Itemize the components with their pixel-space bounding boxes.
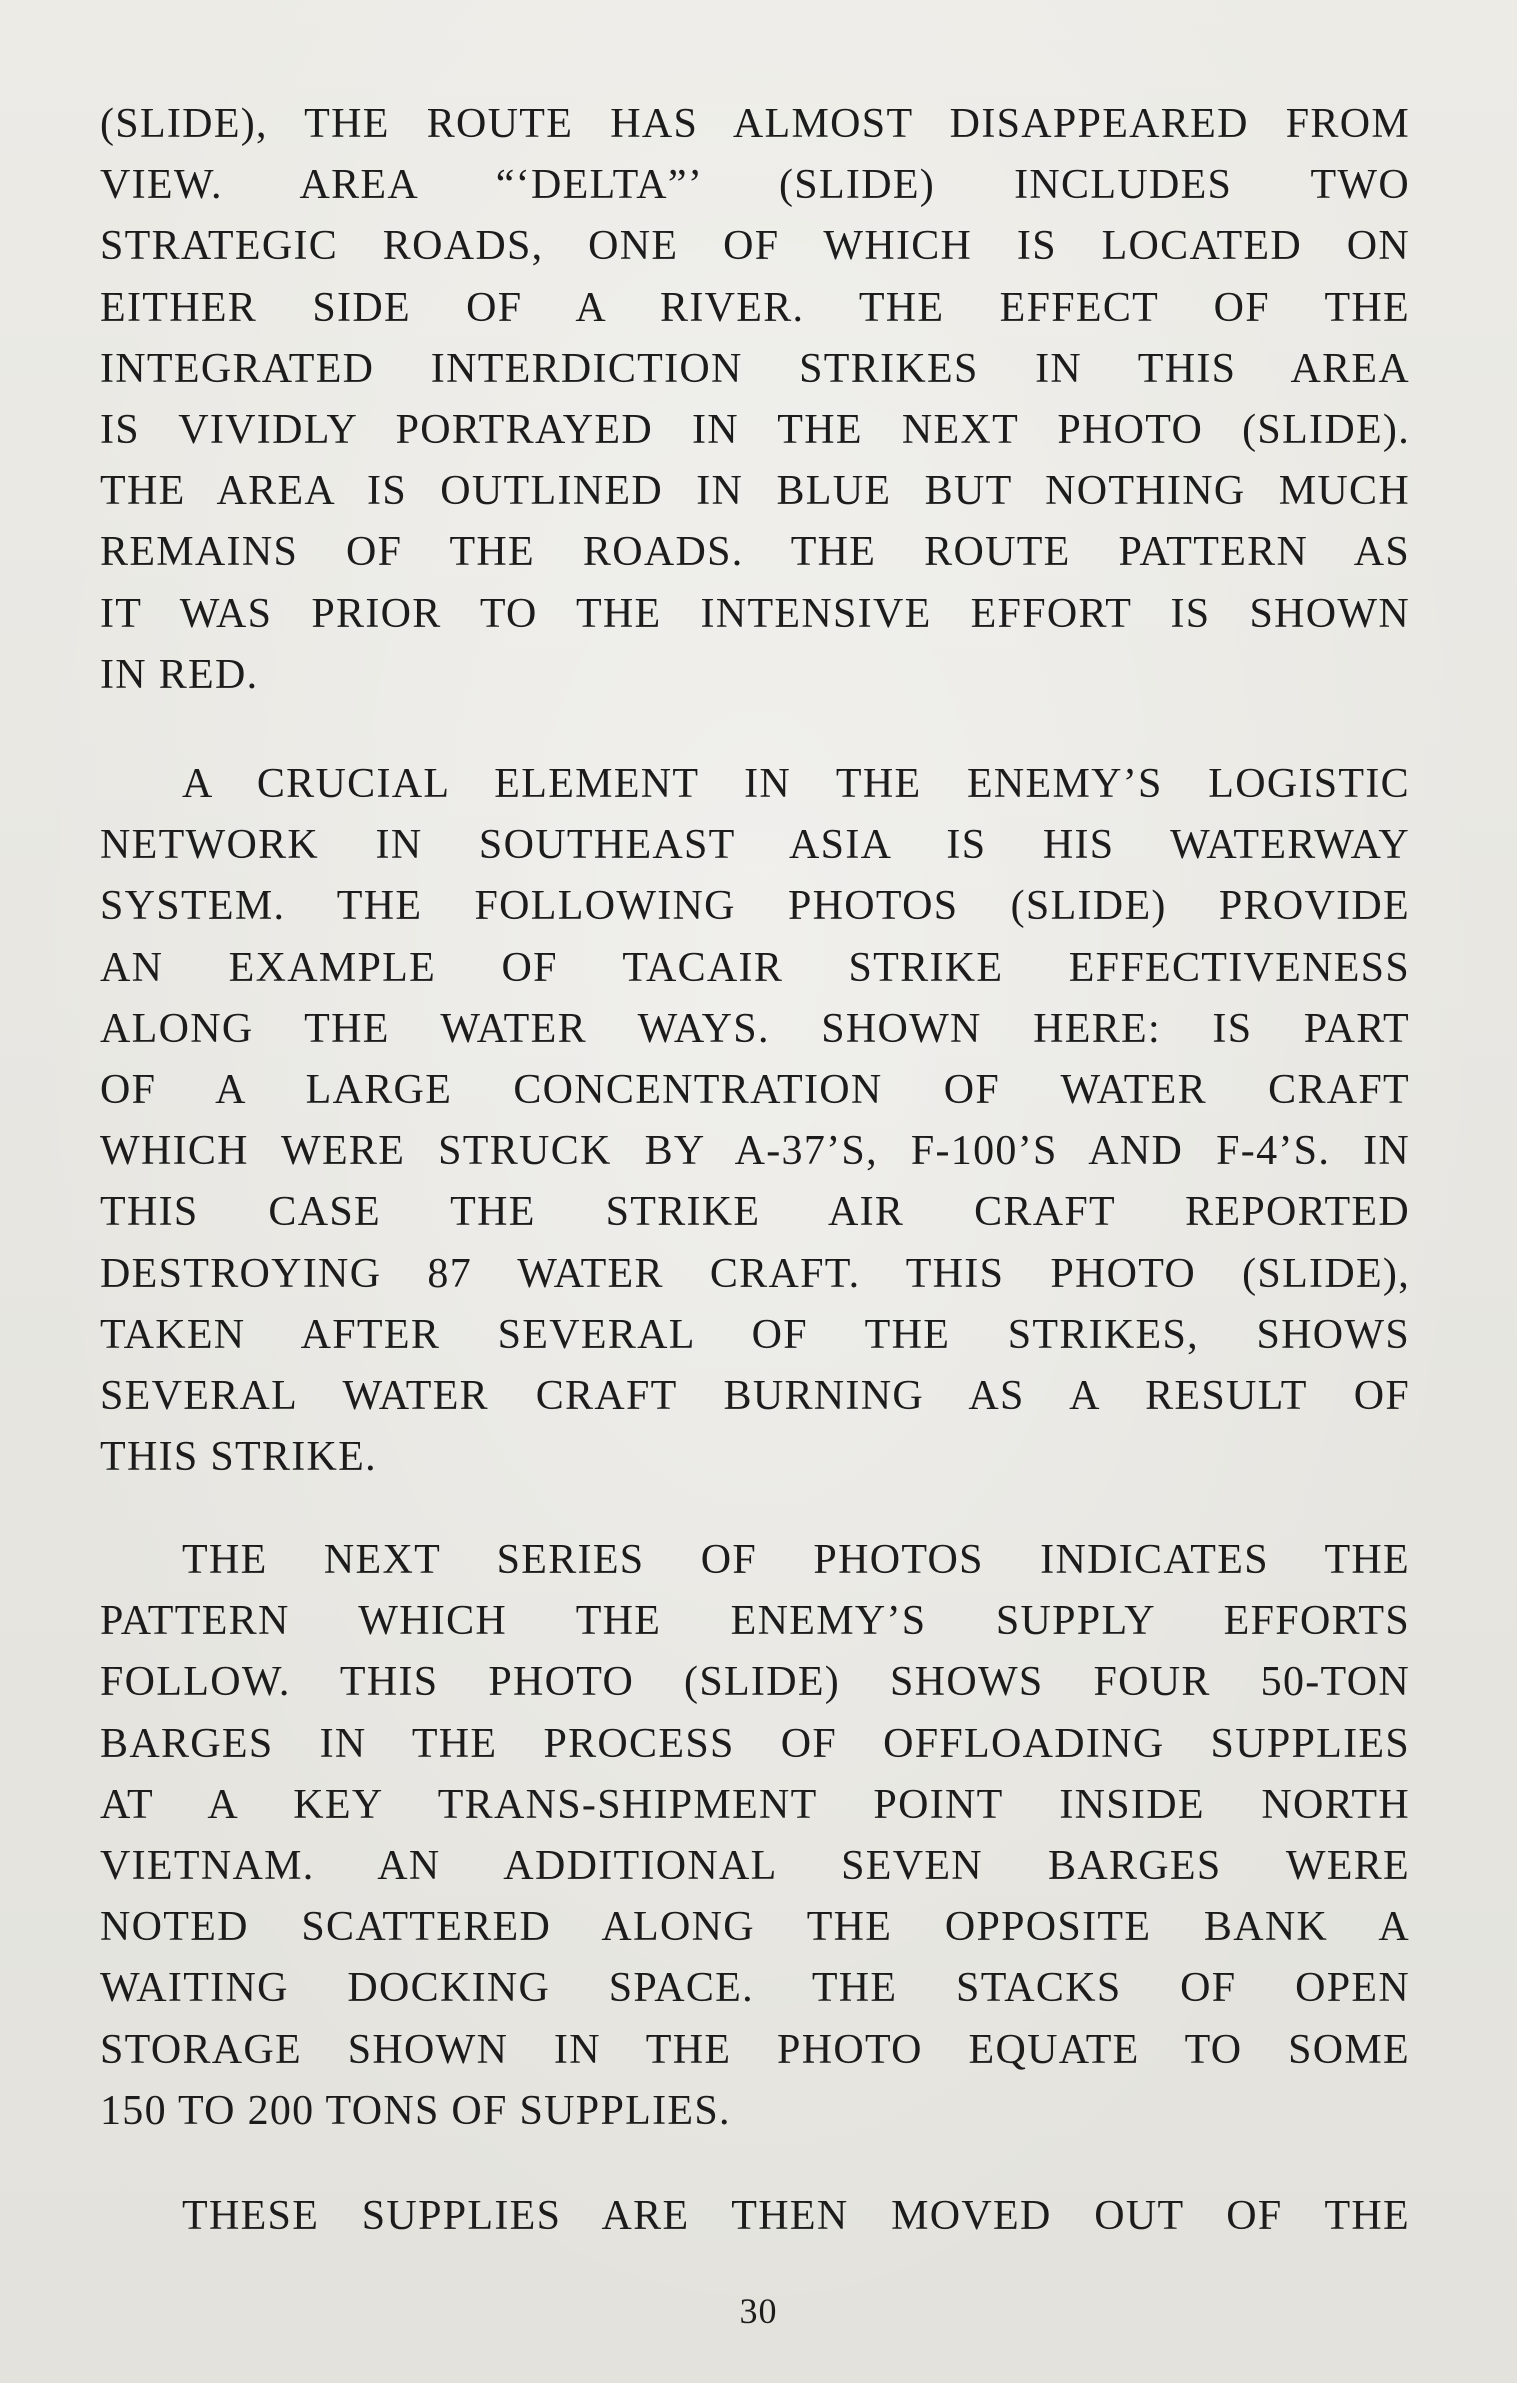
text-line: NETWORK IN SOUTHEAST ASIA IS HIS WATERWAY	[100, 822, 1410, 869]
text-line: IT WAS PRIOR TO THE INTENSIVE EFFORT IS SHOWN	[100, 590, 1410, 637]
text-line: EITHER SIDE OF A RIVER. THE EFFECT OF THE	[100, 284, 1410, 331]
text-line: STRATEGIC ROADS, ONE OF WHICH IS LOCATED ON	[100, 223, 1410, 270]
paragraph-supply-pattern	[100, 1530, 1410, 2142]
text-line: THIS CASE THE STRIKE AIR CRAFT REPORTED	[100, 1189, 1410, 1236]
text-line: SYSTEM. THE FOLLOWING PHOTOS (SLIDE) PROVIDE	[100, 883, 1410, 930]
text-line: WAITING DOCKING SPACE. THE STACKS OF OPEN	[100, 1965, 1410, 2012]
paragraph-supplies-moved	[100, 2186, 1410, 2247]
text-line: VIEW. AREA “‘DELTA”’ (SLIDE) INCLUDES TWO	[100, 162, 1410, 209]
text-line: A CRUCIAL ELEMENT IN THE ENEMY’S LOGISTIC	[182, 761, 1410, 807]
text-line: DESTROYING 87 WATER CRAFT. THIS PHOTO (SLIDE),	[100, 1250, 1410, 1297]
text-line: STORAGE SHOWN IN THE PHOTO EQUATE TO SOME	[100, 2026, 1410, 2073]
text-line: REMAINS OF THE ROADS. THE ROUTE PATTERN AS	[100, 529, 1410, 576]
text-line: FOLLOW. THIS PHOTO (SLIDE) SHOWS FOUR 50-TON	[100, 1659, 1410, 1706]
text-line: 150 TO 200 TONS OF SUPPLIES.	[100, 2087, 731, 2134]
paragraph-route-delta	[100, 94, 1410, 706]
text-line: THE AREA IS OUTLINED IN BLUE BUT NOTHING MUCH	[100, 468, 1410, 515]
text-line: IN RED.	[100, 651, 259, 698]
text-line: PATTERN WHICH THE ENEMY’S SUPPLY EFFORTS	[100, 1598, 1410, 1645]
text-line: WHICH WERE STRUCK BY A-37’S, F-100’S AND F-4’S. IN	[100, 1128, 1410, 1175]
text-line: AN EXAMPLE OF TACAIR STRIKE EFFECTIVENESS	[100, 944, 1410, 991]
text-line: IS VIVIDLY PORTRAYED IN THE NEXT PHOTO (SLIDE).	[100, 406, 1410, 453]
text-line: TAKEN AFTER SEVERAL OF THE STRIKES, SHOWS	[100, 1311, 1410, 1358]
text-line: AT A KEY TRANS-SHIPMENT POINT INSIDE NORTH	[100, 1781, 1410, 1828]
text-line: VIETNAM. AN ADDITIONAL SEVEN BARGES WERE	[100, 1842, 1410, 1889]
text-line: THESE SUPPLIES ARE THEN MOVED OUT OF THE	[182, 2193, 1410, 2239]
text-line: ALONG THE WATER WAYS. SHOWN HERE: IS PART	[100, 1005, 1410, 1052]
text-line: (SLIDE), THE ROUTE HAS ALMOST DISAPPEARED FROM	[100, 101, 1410, 147]
text-line: OF A LARGE CONCENTRATION OF WATER CRAFT	[100, 1066, 1410, 1113]
text-line: NOTED SCATTERED ALONG THE OPPOSITE BANK A	[100, 1904, 1410, 1951]
text-line: SEVERAL WATER CRAFT BURNING AS A RESULT OF	[100, 1372, 1410, 1419]
text-line: THE NEXT SERIES OF PHOTOS INDICATES THE	[182, 1537, 1410, 1583]
text-line: BARGES IN THE PROCESS OF OFFLOADING SUPPLIES	[100, 1720, 1410, 1767]
paragraph-waterway-system	[100, 754, 1410, 1488]
page-number: 30	[739, 2291, 778, 2331]
text-line: INTEGRATED INTERDICTION STRIKES IN THIS AREA	[100, 345, 1410, 392]
text-line: THIS STRIKE.	[100, 1434, 377, 1481]
